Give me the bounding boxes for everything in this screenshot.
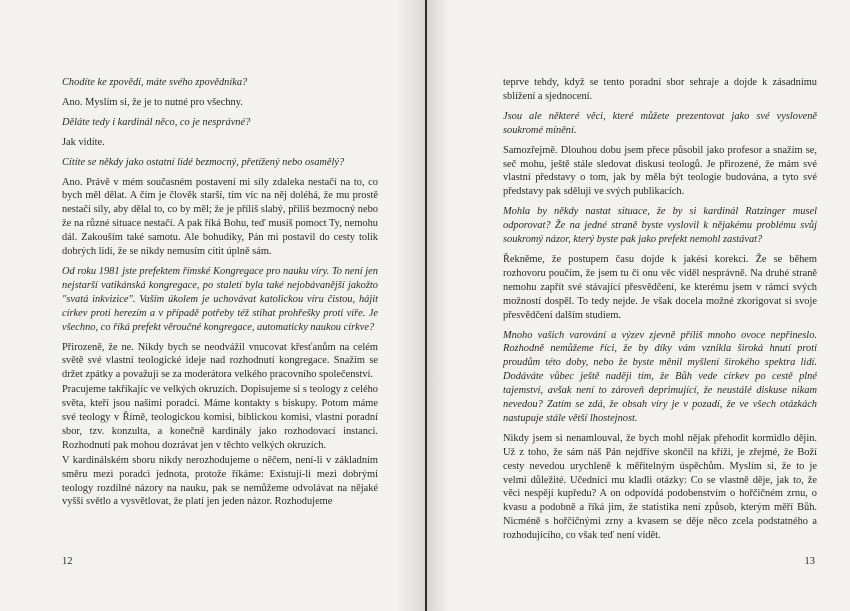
left-page-text (62, 76, 378, 510)
question-paragraph: Mohla by někdy nastat situace, že by si kardinál Ratzinger musel odporovat? Že na jedné straně byste vyslovil k nějakému problému svůj soukromý názor, který byste pak jako prefekt nemohl zastávat? (503, 206, 817, 246)
answer-paragraph: Ano. Právě v mém současném postavení mi síly zdaleka nestačí na to, co bych měl dělat. A čím je člověk starší, tím víc na něj doléhá, že mu prostě nestačí síly, aby dělal to, co by měl; že je příliš slabý, příliš bezmocný nebo že na různé situace nestačí. A pak říká Bohu, teď musíš pomoct Ty, nemohu dál. Zakouším také samotu. Ale bohudíky, Pán mi postavil do cesty tolik dobrých lidí, že se nikdy nemusím cítit úplně sám. (62, 176, 378, 258)
question-paragraph: Cítíte se někdy jako ostatní lidé bezmocný, přetížený nebo osamělý? (62, 156, 345, 168)
answer-paragraph: Nikdy jsem si nenamlouval, že bych mohl nějak přehodit kormidlo dějin. Už z toho, že sám náš Pán nejdříve skončil na kříži, je zřejmé, že Boží cesty nevedou urychleně k měřitelným úspěchům. Myslím si, že to je velmi důležité. Učedníci mu kladli otázky: Co se vlastně děje, jak to, že věci nespějí kupředu? A on odpovídá podobenstvím o hořčičném zrnu, o kvasu a podobně a říká jim, že statistika není způsob, kterým měří Bůh. Nicméně s hořčičnými zrny a kvasem se děje něco zcela podstatného a rozhodujícího, co však teď není vidět. (503, 432, 817, 542)
answer-paragraph: Pracujeme takříkajíc ve velkých okruzích. Dopisujeme si s teology z celého světa, kteří jsou našimi poradci. Máme kontakty s biskupy. Potom máme své teology v Římě, teologickou komisi, biblickou komisi, vlastní poradní sbor, tzv. konzulta, a konečně kardinály jako rozhodovací instanci. Rozhodnutí pak mohou dozrávat jen v těchto velkých okruzích. (62, 384, 378, 451)
answer-paragraph: Přirozeně, že ne. Nikdy bych se neodvážil vnucovat křesťanům na celém světě své vlastní teologické ideje nad rozhodnutí kongregace. Snažím se držet zpátky a považuji se za moderátora velkého pracovního společenství. (62, 341, 378, 381)
question-paragraph: Jsou ale některé věci, které můžete prezentovat jako své vysloveně soukromé mínění. (503, 110, 817, 136)
page-number: 13 (804, 556, 815, 567)
right-page-text (503, 76, 817, 544)
question-paragraph: Od roku 1981 jste prefektem římské Kongregace pro nauku víry. To není jen nejstarší vatikánská kongregace, po staletí byla také nejobávanější jakožto "svatá inkvizice". Vaším úkolem je uchovávat katolickou víru čistou, hájit církev proti herezím a v případě potřeby též stíhat prohřešky proti víře. Je všechno, co říká prefekt věroučné kongregace, automaticky naukou církve? (62, 265, 378, 333)
answer-paragraph: Samozřejmě. Dlouhou dobu jsem přece působil jako profesor a snažím se, seč mohu, ještě stále sledovat diskusi teologů. Je přirozené, že mám své vlastní představy o tom, jak by měla být teologie budována, a tyto své představy pak sděluji ve svých publikacích. (503, 144, 817, 198)
answer-paragraph: V kardinálském sboru nikdy nerozhodujeme o něčem, není-li v základním směru mezi poradci jednota, protože říkáme: Existují-li mezi dobrými teology rozdílné názory na nauku, pak se nemůžeme odvolávat na nějaké vyšší světlo a vysvětlovat, že platí jen jeden názor. Rozhodujeme (62, 454, 378, 508)
answer-paragraph: Jak vidíte. (62, 136, 105, 148)
gutter-shadow (427, 0, 449, 611)
right-page (427, 0, 850, 611)
question-paragraph: Mnoho vašich varování a výzev zjevně příliš mnoho ovoce nepřineslo. Rozhodně nemůžeme říci, že by díky vám vznikla široká hnutí proti proudům této doby, nebo že byste měnil myšlení širokého spektra lidí. Dodáváte vůbec ještě naději tím, že Bůh vede církev po cestě plné tajemství, avšak není to zároveň deprimující, že neustálé diskuse nikam nevedou? Zatím se zdá, že obsah víry je v pozadí, že ve všech otázkách nastupuje stále větší lhostejnost. (503, 329, 817, 424)
answer-paragraph: teprve tehdy, když se tento poradní sbor sehraje a dojde k zásadnímu sblížení a sjednocení. (503, 77, 817, 102)
answer-paragraph: Řekněme, že postupem času dojde k jakési korekci. Že se během rozhovoru poučím, že jsem tu či onu věc viděl nesprávně. Na druhé straně nemohu zapřít své stávající přesvědčení, ke kterému jsem v rámci svých možností dospěl. To tedy nejde. Je však docela možné zkorigovat si svoje přesvědčení dalším studiem. (503, 253, 817, 321)
page-number: 12 (62, 556, 73, 567)
question-paragraph: Děláte tedy i kardinál něco, co je nesprávné? (62, 116, 251, 128)
gutter-shadow (397, 0, 425, 611)
question-paragraph: Chodíte ke zpovědi, máte svého zpovědníka? (62, 77, 248, 88)
answer-paragraph: Ano. Myslím si, že je to nutné pro všechny. (62, 96, 243, 108)
